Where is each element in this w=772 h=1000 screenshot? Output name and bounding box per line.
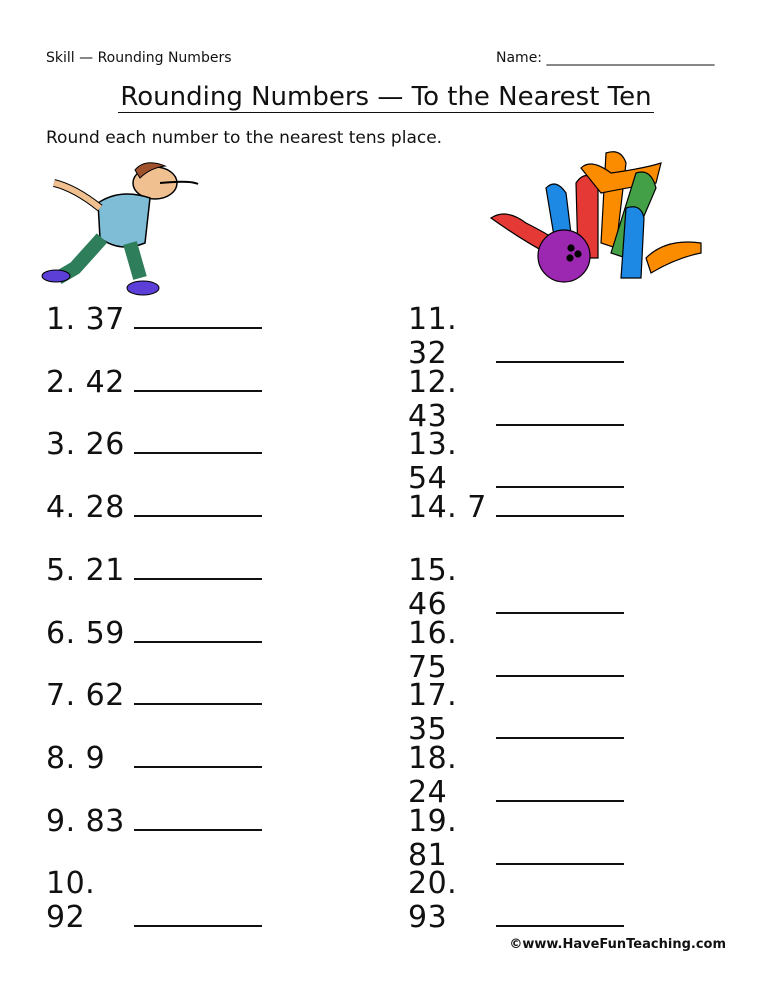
answer-line[interactable] bbox=[496, 590, 624, 614]
problem-number: 1. 37 bbox=[46, 302, 125, 337]
problem-row bbox=[46, 554, 262, 588]
answer-line[interactable] bbox=[496, 903, 624, 927]
answer-line[interactable] bbox=[496, 778, 624, 802]
worksheet-title: Rounding Numbers — To the Nearest Ten bbox=[120, 82, 652, 112]
answer-line[interactable] bbox=[496, 493, 624, 517]
problem-row bbox=[408, 867, 624, 935]
answer-line[interactable] bbox=[134, 305, 262, 329]
problem-number: 3. 26 bbox=[46, 427, 125, 463]
skill-label: Skill — Rounding Numbers bbox=[46, 50, 232, 66]
answer-line[interactable] bbox=[134, 903, 262, 927]
problem-number: 19. 81 bbox=[408, 803, 458, 873]
answer-line[interactable] bbox=[134, 493, 262, 517]
problem-number: 4. 28 bbox=[46, 490, 125, 526]
answer-line[interactable] bbox=[134, 430, 262, 454]
answer-line[interactable] bbox=[496, 715, 624, 739]
answer-line[interactable] bbox=[496, 464, 624, 488]
problem-row bbox=[46, 679, 262, 713]
problem-number: 6. 59 bbox=[46, 615, 125, 651]
problem-row bbox=[46, 805, 262, 839]
problem-row bbox=[46, 617, 262, 651]
answer-line[interactable] bbox=[496, 653, 624, 677]
answer-line[interactable] bbox=[134, 619, 262, 643]
problem-number: 8. 9 bbox=[46, 740, 106, 776]
problem-number: 2. 42 bbox=[46, 364, 125, 400]
footer-copyright: ©www.HaveFunTeaching.com bbox=[509, 937, 726, 952]
problem-row bbox=[408, 303, 624, 371]
problem-row bbox=[408, 617, 624, 685]
problem-number: 20. 93 bbox=[408, 866, 458, 936]
problem-row bbox=[46, 303, 262, 337]
problem-row bbox=[46, 491, 262, 525]
problem-number: 13. 54 bbox=[408, 427, 458, 497]
answer-line[interactable] bbox=[496, 339, 624, 363]
problem-row bbox=[46, 867, 262, 935]
problem-row bbox=[408, 805, 624, 873]
bowling-pins-illustration bbox=[486, 148, 708, 290]
problem-number: 5. 21 bbox=[46, 552, 125, 588]
problem-row bbox=[46, 742, 262, 776]
instructions: Round each number to the nearest tens place. bbox=[46, 128, 443, 148]
problem-number: 12. 43 bbox=[408, 364, 458, 434]
problem-number: 15. 46 bbox=[408, 552, 458, 622]
name-field-label[interactable]: Name: ________________________ bbox=[496, 50, 715, 66]
problem-number: 17. 35 bbox=[408, 678, 458, 748]
answer-line[interactable] bbox=[496, 402, 624, 426]
answer-line[interactable] bbox=[134, 681, 262, 705]
answer-line[interactable] bbox=[134, 368, 262, 392]
problem-row bbox=[46, 366, 262, 400]
answer-line[interactable] bbox=[134, 556, 262, 580]
problem-number: 10. 92 bbox=[46, 866, 96, 936]
problem-number: 9. 83 bbox=[46, 803, 125, 839]
problem-row bbox=[46, 428, 262, 462]
answer-line[interactable] bbox=[134, 744, 262, 768]
answer-line[interactable] bbox=[496, 841, 624, 865]
problem-row bbox=[408, 679, 624, 747]
problem-number: 18. 24 bbox=[408, 740, 458, 810]
problem-row bbox=[408, 428, 624, 496]
problem-number: 7. 62 bbox=[46, 678, 125, 714]
problem-number: 16. 75 bbox=[408, 615, 458, 685]
answer-line[interactable] bbox=[134, 807, 262, 831]
problem-row bbox=[408, 491, 624, 525]
problem-row bbox=[408, 742, 624, 810]
problem-row bbox=[408, 554, 624, 622]
problem-row bbox=[408, 366, 624, 434]
problem-number: 14. 7 bbox=[408, 490, 487, 526]
problem-number: 11. 32 bbox=[408, 302, 458, 371]
bowler-illustration bbox=[40, 158, 200, 303]
